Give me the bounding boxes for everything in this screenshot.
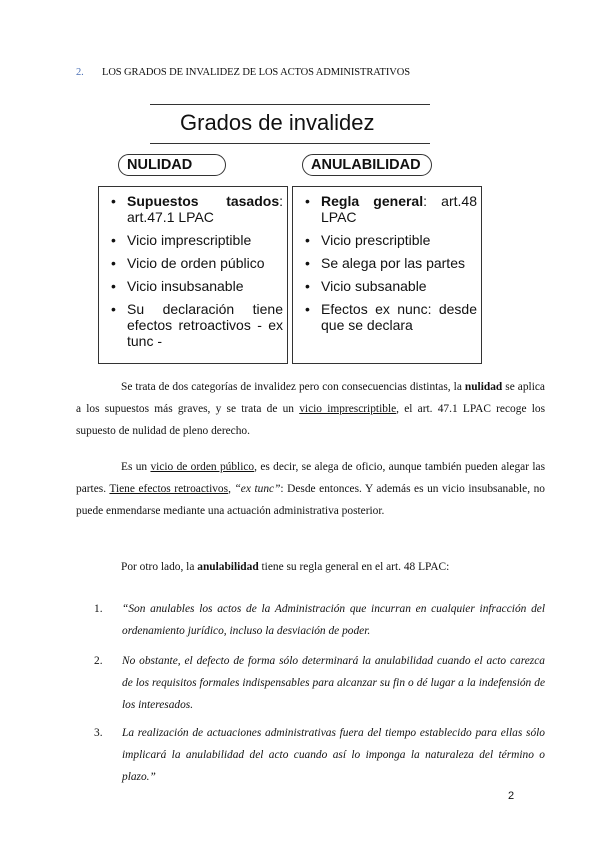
nulidad-label: NULIDAD xyxy=(118,154,226,176)
nulidad-item: • Supuestos tasados: art.47.1 LPAC xyxy=(103,193,283,225)
nulidad-box xyxy=(98,186,288,364)
anulabilidad-label: ANULABILIDAD xyxy=(302,154,432,176)
figure-title: Grados de invalidez xyxy=(180,110,375,135)
anulabilidad-item: • Se alega por las partes xyxy=(297,255,477,271)
nulidad-item: • Vicio insubsanable xyxy=(103,278,283,294)
anulabilidad-item: • Efectos ex nunc: desde que se declara xyxy=(297,301,477,333)
anulabilidad-box xyxy=(292,186,482,364)
anulabilidad-item: • Vicio prescriptible xyxy=(297,232,477,248)
anulabilidad-item: • Vicio subsanable xyxy=(297,278,477,294)
nulidad-item: • Vicio de orden público xyxy=(103,255,283,271)
list-item: 2. No obstante, el defecto de forma sólo determinará la anulabilidad cuando el acto carezca de los requisitos formales indispensables para alcanzar su fin o dé lugar a la indefensión de los interesados. xyxy=(94,655,545,711)
section-heading xyxy=(76,67,410,78)
figure-title-rule xyxy=(150,143,430,144)
invalidity-diagram xyxy=(96,96,488,368)
nulidad-item: • Su declaración tiene efectos retroactivos - ex tunc - xyxy=(103,301,283,349)
section-title: LOS GRADOS DE INVALIDEZ DE LOS ACTOS ADMINISTRATIVOS xyxy=(102,67,410,78)
paragraph-anulabilidad: Por otro lado, la anulabilidad tiene su regla general en el art. 48 LPAC: xyxy=(121,561,450,573)
paragraph-orden-publico: Es un vicio de orden público, es decir, se alega de oficio, aunque también pueden alegar las partes. Tiene efectos retroactivos, “ex tunc”: Desde entonces. Y además es un vicio insubsanable, no puede enmendarse mediante una actuación administrativa posterior. xyxy=(76,461,545,517)
section-number: 2. xyxy=(76,67,84,78)
nulidad-item: • Vicio imprescriptible xyxy=(103,232,283,248)
anulabilidad-item: • Regla general: art.48 LPAC xyxy=(297,193,477,225)
page-number: 2 xyxy=(508,790,515,802)
figure-top-rule xyxy=(150,104,430,105)
paragraph-nulidad: Se trata de dos categorías de invalidez pero con consecuencias distintas, la nulidad se aplica a los supuestos más graves, y se trata de un vicio imprescriptible, el art. 47.1 LPAC recoge los supuesto de nulidad de pleno derecho. xyxy=(76,381,545,437)
list-item: 3. La realización de actuaciones administrativas fuera del tiempo establecido para ellas sólo implicará la anulabilidad del acto cuando así lo imponga la naturaleza del término o plazo.” xyxy=(94,727,545,783)
list-item: 1. “Son anulables los actos de la Administración que incurran en cualquier infracción del ordenamiento jurídico, incluso la desviación de poder. xyxy=(94,603,545,637)
